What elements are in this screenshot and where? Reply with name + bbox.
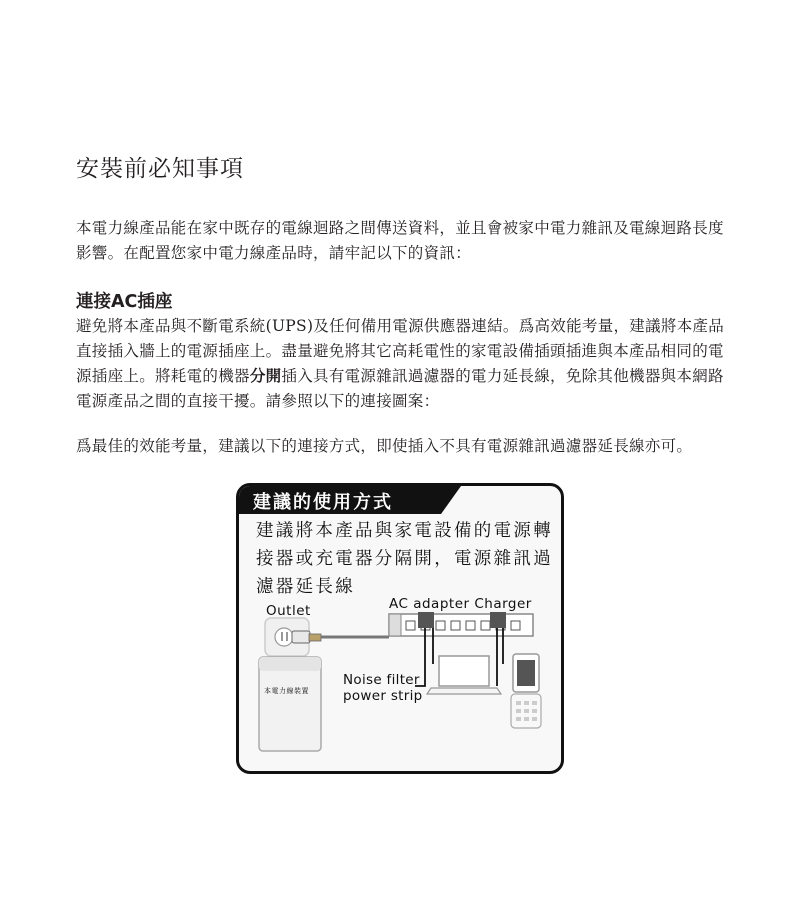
plug-cable <box>292 631 389 643</box>
figure-banner-text: 建議的使用方式 <box>253 492 393 513</box>
closing-paragraph: 爲最佳的效能考量，建議以下的連接方式，即使插入不具有電源雜訊過濾器延長線亦可。 <box>76 437 693 455</box>
connection-diagram <box>236 483 564 774</box>
phone-icon <box>511 654 541 728</box>
noise-filter-label-line1: Noise filter <box>343 672 420 688</box>
noise-filter-label <box>343 672 423 704</box>
section-text-before: 避免將本產品與不斷電系統(UPS)及任何備用電源供應器連結。爲高效能考量，建議將本產品直接插入牆上的電源插座上。盡量避免將其它高耗電性的家電設備插頭插進與本產品相同的電源插座上。將耗電的機器 <box>76 317 725 385</box>
laptop-icon <box>427 656 501 694</box>
noise-filter-label-line2: power strip <box>343 688 423 704</box>
diagram-drawing <box>239 486 561 771</box>
adapter-charger-label: AC adapter Charger <box>389 596 532 612</box>
section-paragraph <box>76 314 726 414</box>
figure-description: 建議將本產品與家電設備的電源轉接器或充電器分隔開，電源雜訊過濾器延長線 <box>256 521 553 597</box>
intro-paragraph: 本電力線產品能在家中既存的電線迴路之間傳送資料，並且會被家中電力雜訊及電線迴路長度影響。在配置您家中電力線產品時，請牢記以下的資訊： <box>76 219 724 262</box>
powerline-adapter-icon <box>259 657 321 751</box>
power-strip-icon <box>389 612 533 636</box>
page-title: 安裝前必知事項 <box>76 156 244 182</box>
section-text-bold: 分開 <box>249 367 282 385</box>
section-heading: 連接AC插座 <box>76 292 173 312</box>
device-label: 本電力線裝置 <box>264 687 309 695</box>
outlet-label: Outlet <box>266 603 311 619</box>
section-text-after: 插入具有電源雜訊過濾器的電力延長線，免除其他機器與本網路電源產品之間的直接干擾。請參照以下的連接圖案： <box>76 367 724 410</box>
